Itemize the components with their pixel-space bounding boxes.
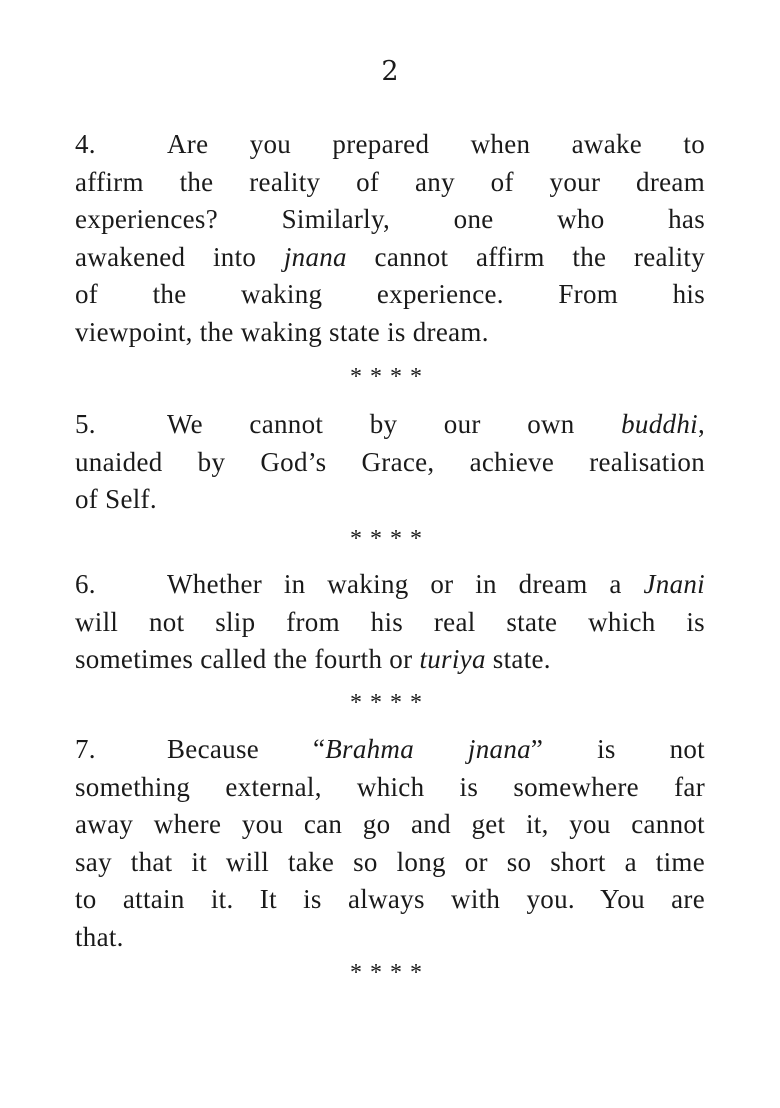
text-line: unaided by God’s Grace, achieve realisation bbox=[75, 446, 705, 477]
text-line: away where you can go and get it, you cannot bbox=[75, 809, 705, 839]
paragraph-6 bbox=[75, 566, 705, 679]
section-separator: **** bbox=[350, 526, 430, 552]
text-line: say that it will take so long or so short a time bbox=[75, 846, 705, 877]
paragraph-number: 5. bbox=[75, 409, 96, 439]
paragraph-number: 6. bbox=[75, 569, 96, 599]
text-line: experiences? Similarly, one who has bbox=[75, 204, 705, 234]
italic-term: jnana bbox=[283, 241, 347, 272]
text-line: sometimes called the fourth or turiya state. bbox=[75, 644, 551, 674]
text-line: to attain it. It is always with you. You are bbox=[75, 884, 705, 914]
italic-term: Jnani bbox=[643, 569, 705, 599]
section-separator: **** bbox=[350, 690, 430, 716]
text-line: something external, which is somewhere far bbox=[75, 771, 705, 802]
italic-term: turiya bbox=[419, 644, 486, 674]
text-line: that. bbox=[75, 921, 124, 952]
text-line: 5. We cannot by our own buddhi, bbox=[75, 406, 705, 444]
text-line: 7. Because “Brahma jnana” is not bbox=[75, 731, 705, 769]
italic-term: Brahma jnana bbox=[325, 734, 531, 764]
paragraph-7 bbox=[75, 731, 705, 956]
page-number: 2 bbox=[381, 56, 399, 87]
text-line: of Self. bbox=[75, 484, 157, 514]
text-line: affirm the reality of any of your dream bbox=[75, 166, 705, 197]
text-line: awakened into jnana cannot affirm the reality bbox=[75, 241, 705, 272]
text-line: 6. Whether in waking or in dream a Jnani bbox=[75, 566, 705, 604]
text-line: will not slip from his real state which is bbox=[75, 606, 705, 637]
paragraph-4 bbox=[75, 126, 705, 351]
section-separator: **** bbox=[350, 960, 430, 986]
paragraph-number: 4. bbox=[75, 129, 96, 159]
paragraph-5 bbox=[75, 406, 705, 519]
italic-term: buddhi bbox=[621, 409, 698, 439]
text-line: 4. Are you prepared when awake to bbox=[75, 126, 705, 164]
text-line: of the waking experience. From his bbox=[75, 279, 705, 309]
paragraph-number: 7. bbox=[75, 734, 96, 764]
text-line: viewpoint, the waking state is dream. bbox=[75, 316, 489, 347]
section-separator: **** bbox=[350, 364, 430, 390]
